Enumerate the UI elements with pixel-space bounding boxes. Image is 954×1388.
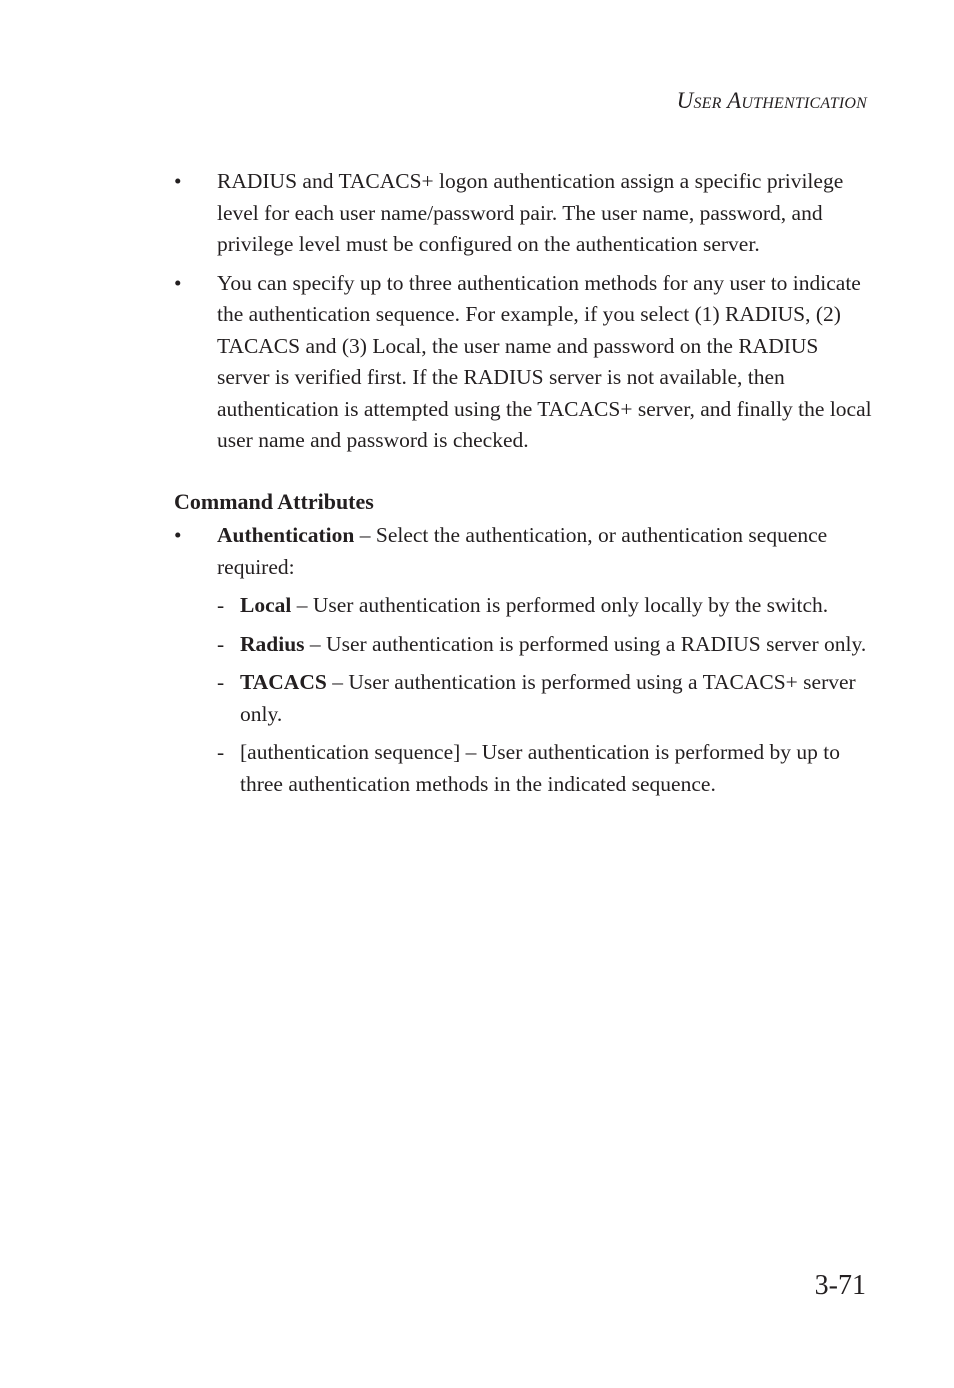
section-heading: Command Attributes: [174, 488, 374, 514]
list-item: [217, 629, 874, 661]
attribute-list: [174, 520, 874, 800]
running-header: User Authentication: [676, 88, 867, 113]
intro-bullet-list: [174, 166, 874, 457]
option-term: Radius: [240, 631, 305, 656]
option-description: [authentication sequence] – User authentication is performed by up to three authentication methods in the indicated sequence.: [240, 740, 841, 796]
bullet-text: RADIUS and TACACS+ logon authentication assign a specific privilege level for each user name/password pair. The user name, password, and privilege level must be configured on the authentication server.: [217, 169, 844, 256]
bullet-marker: •: [174, 270, 182, 295]
bullet-marker: •: [174, 169, 182, 193]
dash-marker: -: [217, 740, 225, 764]
dash-marker: -: [217, 670, 225, 694]
option-term: Local: [240, 593, 292, 617]
list-item: [174, 166, 874, 261]
option-description: – User authentication is performed using a RADIUS server only.: [304, 631, 867, 656]
option-description: – User authentication is performed using a TACACS+ server only.: [240, 670, 856, 726]
list-item: [174, 268, 874, 457]
attribute-term: Authentication: [217, 523, 355, 547]
list-item: [217, 737, 874, 800]
page-body: [174, 166, 874, 807]
page-number: 3-71: [814, 1270, 866, 1301]
attribute-item: [174, 520, 874, 800]
option-list: [217, 590, 874, 800]
dash-marker: -: [217, 631, 225, 656]
dash-marker: -: [217, 593, 225, 617]
bullet-marker: •: [174, 523, 182, 547]
option-description: – User authentication is performed only locally by the switch.: [291, 593, 829, 617]
attribute-description: – Select the authentication, or authentication sequence required:: [217, 523, 828, 579]
bullet-text: You can specify up to three authentication methods for any user to indicate the authentication sequence. For example, if you select (1) RADIUS, (2) TACACS and (3) Local, the user name and password on the RADIUS server is verified first. If the RADIUS server is not available, then authentication is attempted using the TACACS+ server, and finally the local user name and password is checked.: [217, 270, 872, 452]
list-item: [217, 667, 874, 730]
option-term: TACACS: [240, 670, 327, 694]
list-item: [217, 590, 874, 622]
